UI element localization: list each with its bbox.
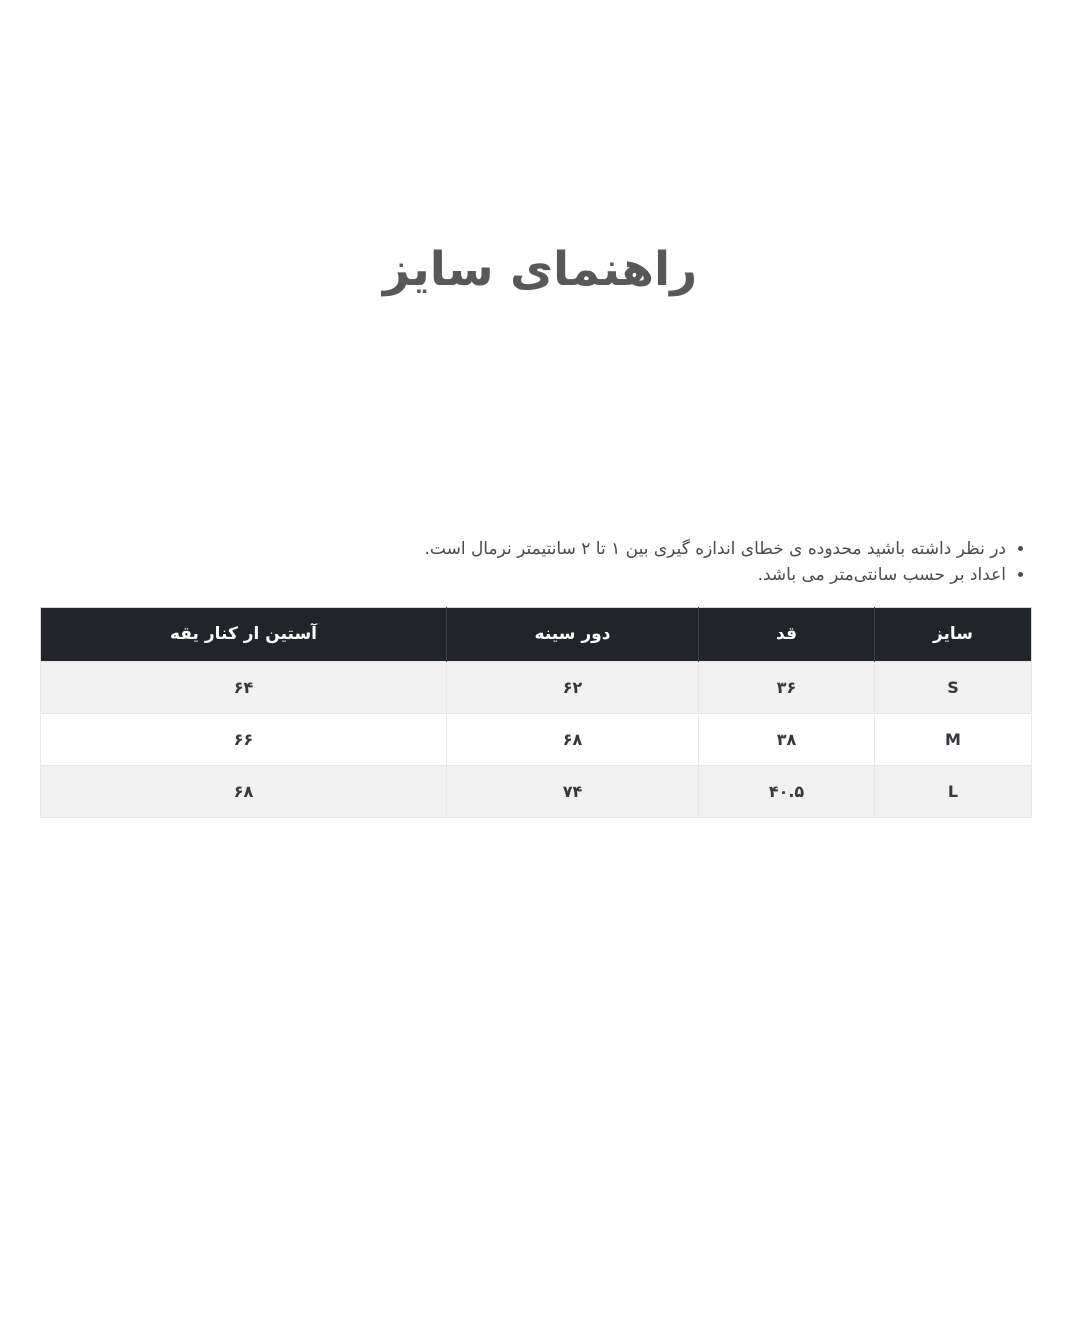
notes-list [40,536,1031,588]
cell-length: ۴۰.۵ [699,765,875,817]
size-table [40,607,1032,818]
cell-length: ۳۶ [699,661,875,713]
page-title: راهنمای سایز [382,242,698,297]
cell-size: S [875,661,1032,713]
column-header-length: قد [699,607,875,661]
table-row-size-m [41,713,1032,765]
note-item-measurement-tolerance: • در نظر داشته باشید محدوده ی خطای اندازه گیری بین ۱ تا ۲ سانتیمتر نرمال است. [40,536,1006,562]
cell-size: M [875,713,1032,765]
cell-sleeve: ۶۴ [41,661,447,713]
cell-size: L [875,765,1032,817]
note-item-units: • اعداد بر حسب سانتی‌متر می باشد. [40,562,1006,588]
column-header-size: سایز [875,607,1032,661]
cell-sleeve: ۶۶ [41,713,447,765]
column-header-sleeve: آستین ار کنار یقه [41,607,447,661]
table-row-size-s [41,661,1032,713]
cell-sleeve: ۶۸ [41,765,447,817]
table-row-size-l [41,765,1032,817]
column-header-chest: دور سینه [447,607,699,661]
cell-chest: ۷۴ [447,765,699,817]
cell-length: ۳۸ [699,713,875,765]
cell-chest: ۶۲ [447,661,699,713]
cell-chest: ۶۸ [447,713,699,765]
table-header-row [41,607,1032,661]
